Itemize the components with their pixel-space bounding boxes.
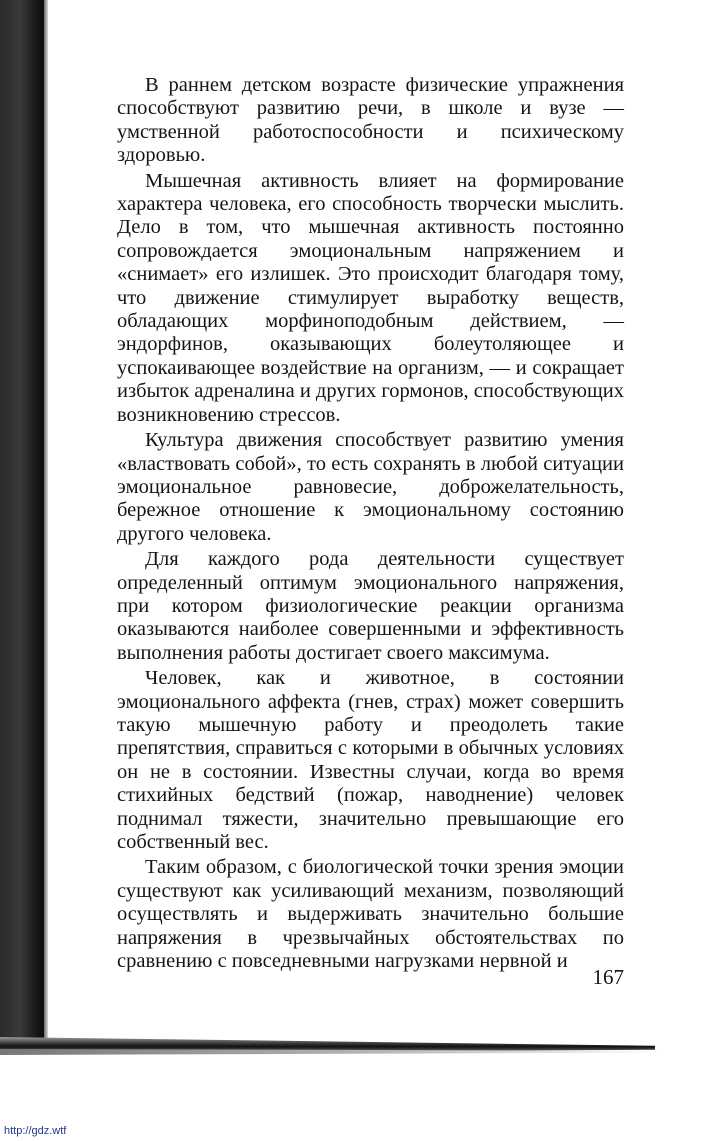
page-number: 167 [592, 965, 624, 989]
paragraph: Человек, как и животное, в состоянии эмоционального аффекта (гнев, страх) может совершить такую мышечную работу и преодолеть такие препятствия, справиться с которыми в обычных условиях он не в состоянии. Известны случаи, когда во время стихийных бедствий (пожар, наводнение) человек поднимал тяжести, значительно превышающие его собственный вес. [117, 667, 624, 853]
watermark-link[interactable]: http://gdz.wtf [4, 1125, 67, 1137]
paragraph: В раннем детском возрасте физические упражнения способствуют развитию речи, в школе и вузе — умственной работоспособности и психическому здоровью. [117, 74, 624, 167]
spine-edge [44, 0, 48, 1050]
paragraph: Культура движения способствует развитию умения «властвовать собой», то есть сохранять в любой ситуации эмоциональное равновесие, доброжелательность, бережное отношение к эмоциональному состоянию другого человека. [117, 429, 624, 545]
paragraph: Для каждого рода деятельности существует определенный оптимум эмоционального напряжения, при котором физиологические реакции организма оказываются наиболее совершенными и эффективность выполнения работы достигает своего максимума. [117, 548, 624, 664]
book-spine-shadow [0, 0, 44, 1050]
paragraph: Таким образом, с биологической точки зрения эмоции существуют как усиливающий механизм, позволяющий осуществлять и выдерживать значительно большие напряжения в чрезвычайных обстоятельствах по сравнению с повседневными нагрузками нервной и [117, 856, 624, 973]
paragraph: Мышечная активность влияет на формирование характера человека, его способность творчески мыслить. Дело в том, что мышечная активность постоянно сопровождается эмоциональным напряжением и «снимает» его излишек. Это происходит благодаря тому, что движение стимулирует выработку веществ, обладающих морфиноподобным действием, — эндорфинов, оказывающих болеутоляющее и успокаивающее воздействие на организм, — и сокращает избыток адреналина и других гормонов, способствующих возникновению стрессов. [117, 169, 625, 426]
body-text [117, 74, 624, 973]
